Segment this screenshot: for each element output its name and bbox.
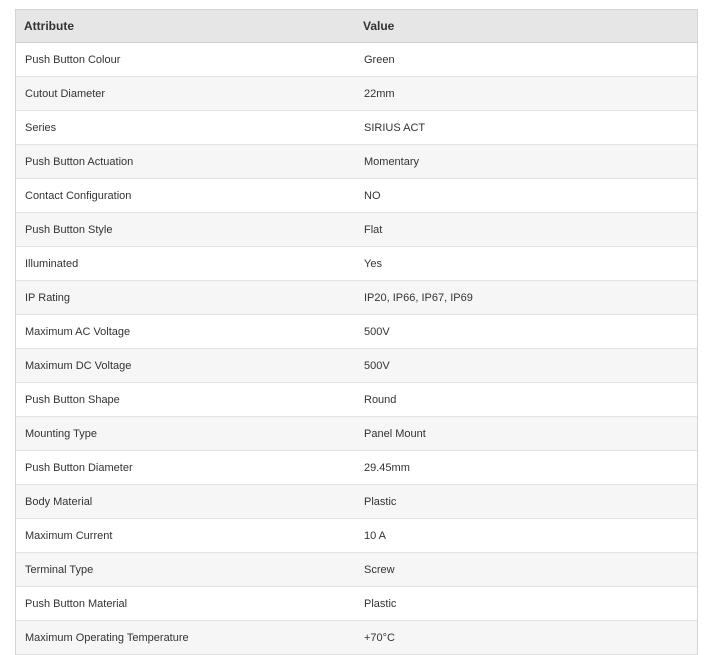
table-row <box>16 621 697 655</box>
cell-value: Plastic <box>362 587 697 621</box>
cell-value: 500V <box>362 349 697 383</box>
cell-value: 22mm <box>362 77 697 111</box>
table-row <box>16 587 697 621</box>
cell-value: Green <box>362 43 697 77</box>
cell-value: 10 A <box>362 519 697 553</box>
cell-attribute: Contact Configuration <box>16 179 362 213</box>
cell-value: 29.45mm <box>362 451 697 485</box>
cell-attribute: Push Button Actuation <box>16 145 362 179</box>
cell-value: Flat <box>362 213 697 247</box>
cell-value: +70°C <box>362 621 697 655</box>
cell-attribute: Push Button Material <box>16 587 362 621</box>
table-header-row <box>16 10 697 43</box>
table-row <box>16 111 697 145</box>
table-row <box>16 247 697 281</box>
header-value: Value <box>362 10 697 43</box>
table-row <box>16 349 697 383</box>
cell-value: SIRIUS ACT <box>362 111 697 145</box>
cell-attribute: Maximum AC Voltage <box>16 315 362 349</box>
cell-value: Screw <box>362 553 697 587</box>
cell-attribute: Illuminated <box>16 247 362 281</box>
cell-attribute: Push Button Diameter <box>16 451 362 485</box>
cell-value: Plastic <box>362 485 697 519</box>
cell-attribute: Maximum Current <box>16 519 362 553</box>
cell-value: NO <box>362 179 697 213</box>
table-row <box>16 315 697 349</box>
cell-attribute: Series <box>16 111 362 145</box>
table-row <box>16 383 697 417</box>
cell-value: Momentary <box>362 145 697 179</box>
cell-attribute: Terminal Type <box>16 553 362 587</box>
table-row <box>16 519 697 553</box>
table-body <box>16 43 697 655</box>
table-row <box>16 43 697 77</box>
cell-value: IP20, IP66, IP67, IP69 <box>362 281 697 315</box>
attribute-value-table <box>16 10 697 655</box>
cell-attribute: Push Button Shape <box>16 383 362 417</box>
cell-attribute: Cutout Diameter <box>16 77 362 111</box>
cell-attribute: Push Button Colour <box>16 43 362 77</box>
table-row <box>16 553 697 587</box>
table-row <box>16 213 697 247</box>
cell-value: Yes <box>362 247 697 281</box>
table-row <box>16 485 697 519</box>
specifications-table <box>15 9 698 655</box>
header-attribute: Attribute <box>16 10 362 43</box>
table-row <box>16 77 697 111</box>
cell-attribute: Maximum DC Voltage <box>16 349 362 383</box>
cell-attribute: Maximum Operating Temperature <box>16 621 362 655</box>
table-row <box>16 145 697 179</box>
cell-value: Round <box>362 383 697 417</box>
cell-attribute: Push Button Style <box>16 213 362 247</box>
cell-attribute: IP Rating <box>16 281 362 315</box>
cell-value: 500V <box>362 315 697 349</box>
table-row <box>16 281 697 315</box>
cell-attribute: Mounting Type <box>16 417 362 451</box>
table-row <box>16 451 697 485</box>
cell-attribute: Body Material <box>16 485 362 519</box>
table-row <box>16 417 697 451</box>
table-row <box>16 179 697 213</box>
cell-value: Panel Mount <box>362 417 697 451</box>
